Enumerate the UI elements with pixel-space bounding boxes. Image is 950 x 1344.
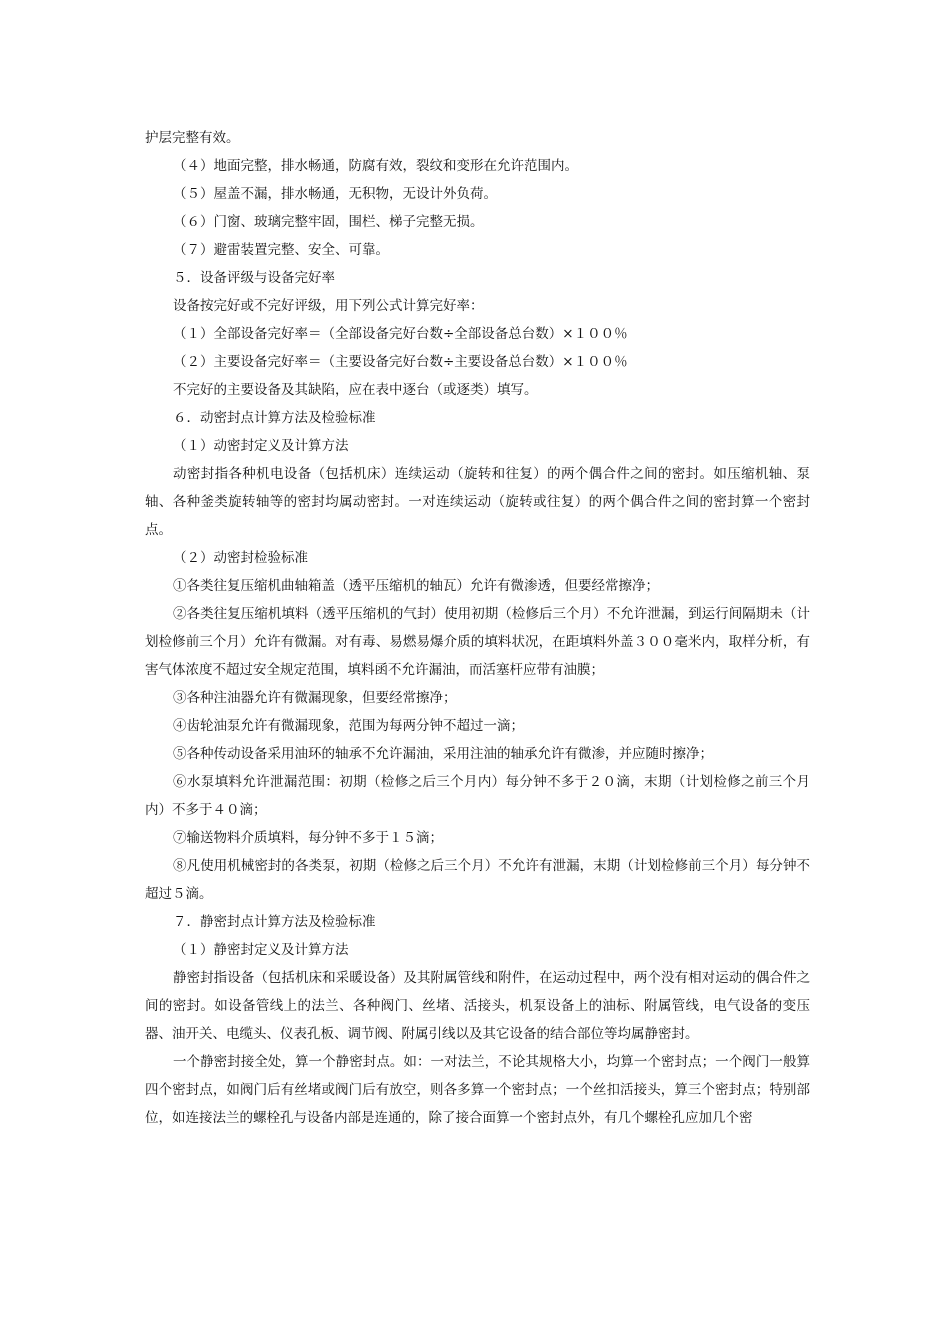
list-item: ③各种注油器允许有微漏现象，但要经常擦净；: [173, 690, 457, 706]
formula-2: （２）主要设备完好率＝（主要设备完好台数÷主要设备总台数）×１００％: [173, 354, 628, 370]
paragraph: 动密封指各种机电设备（包括机床）连续运动（旋转和往复）的两个偶合件之间的密封。如压缩机轴、泵轴、各种釜类旋转轴等的密封均属动密封。一对连续运动（旋转或往复）的两个偶合件之间的密封算一个密封点。: [145, 466, 810, 538]
paragraph: 设备按完好或不完好评级，用下列公式计算完好率：: [173, 298, 484, 314]
list-item: ②各类往复压缩机填料（透平压缩机的气封）使用初期（检修后三个月）不允许泄漏，到运行间隔期未（计划检修前三个月）允许有微漏。对有毒、易燃易爆介质的填料状况，在距填料外盖３００毫米内，取样分析，有害气体浓度不超过安全规定范围，填料函不允许漏油，而活塞杆应带有油膜；: [145, 606, 810, 678]
list-item: ⑥水泵填料允许泄漏范围：初期（检修之后三个月内）每分钟不多于２０滴，末期（计划检修之前三个月内）不多于４０滴；: [145, 774, 810, 818]
subsection-heading: （１）静密封定义及计算方法: [173, 942, 349, 958]
paragraph: 不完好的主要设备及其缺陷，应在表中逐台（或逐类）填写。: [173, 382, 538, 398]
document-page: [145, 124, 810, 1132]
paragraph: 一个静密封接全处，算一个静密封点。如：一对法兰，不论其规格大小，均算一个密封点；一个阀门一般算四个密封点，如阀门后有丝堵或阀门后有放空，则各多算一个密封点；一个丝扣活接头，算三个密封点；特别部位，如连接法兰的螺栓孔与设备内部是连通的，除了接合面算一个密封点外，有几个螺栓孔应加几个密: [145, 1054, 810, 1126]
list-item-5: （５）屋盖不漏，排水畅通，无积物，无设计外负荷。: [173, 186, 497, 202]
section-heading-6: ６．动密封点计算方法及检验标准: [173, 410, 376, 426]
list-item-7: （７）避雷装置完整、安全、可靠。: [173, 242, 389, 258]
formula-1: （１）全部设备完好率＝（全部设备完好台数÷全部设备总台数）×１００％: [173, 326, 628, 342]
list-item: ④齿轮油泵允许有微漏现象，范围为每两分钟不超过一滴；: [173, 718, 524, 734]
list-item-6: （６）门窗、玻璃完整牢固，围栏、梯子完整无损。: [173, 214, 484, 230]
list-item: ⑤各种传动设备采用油环的轴承不允许漏油，采用注油的轴承允许有微渗，并应随时擦净；: [173, 746, 713, 762]
subsection-heading: （１）动密封定义及计算方法: [173, 438, 349, 454]
list-item: ①各类往复压缩机曲轴箱盖（透平压缩机的轴瓦）允许有微渗透，但要经常擦净；: [173, 578, 659, 594]
list-item-4: （４）地面完整，排水畅通，防腐有效，裂纹和变形在允许范围内。: [173, 158, 578, 174]
list-item: ⑦输送物料介质填料，每分钟不多于１５滴；: [173, 830, 443, 846]
subsection-heading: （２）动密封检验标准: [173, 550, 308, 566]
section-heading-5: ５．设备评级与设备完好率: [173, 270, 335, 286]
section-heading-7: ７．静密封点计算方法及检验标准: [173, 914, 376, 930]
list-item: ⑧凡使用机械密封的各类泵，初期（检修之后三个月）不允许有泄漏，末期（计划检修前三个月）每分钟不超过５滴。: [145, 858, 810, 902]
paragraph: 静密封指设备（包括机床和采暖设备）及其附属管线和附件，在运动过程中，两个没有相对运动的偶合件之间的密封。如设备管线上的法兰、各种阀门、丝堵、活接头，机泵设备上的油标、附属管线，电气设备的变压器、油开关、电缆头、仪表孔板、调节阀、附属引线以及其它设备的结合部位等均属静密封。: [145, 970, 810, 1042]
paragraph: 护层完整有效。: [145, 130, 240, 146]
